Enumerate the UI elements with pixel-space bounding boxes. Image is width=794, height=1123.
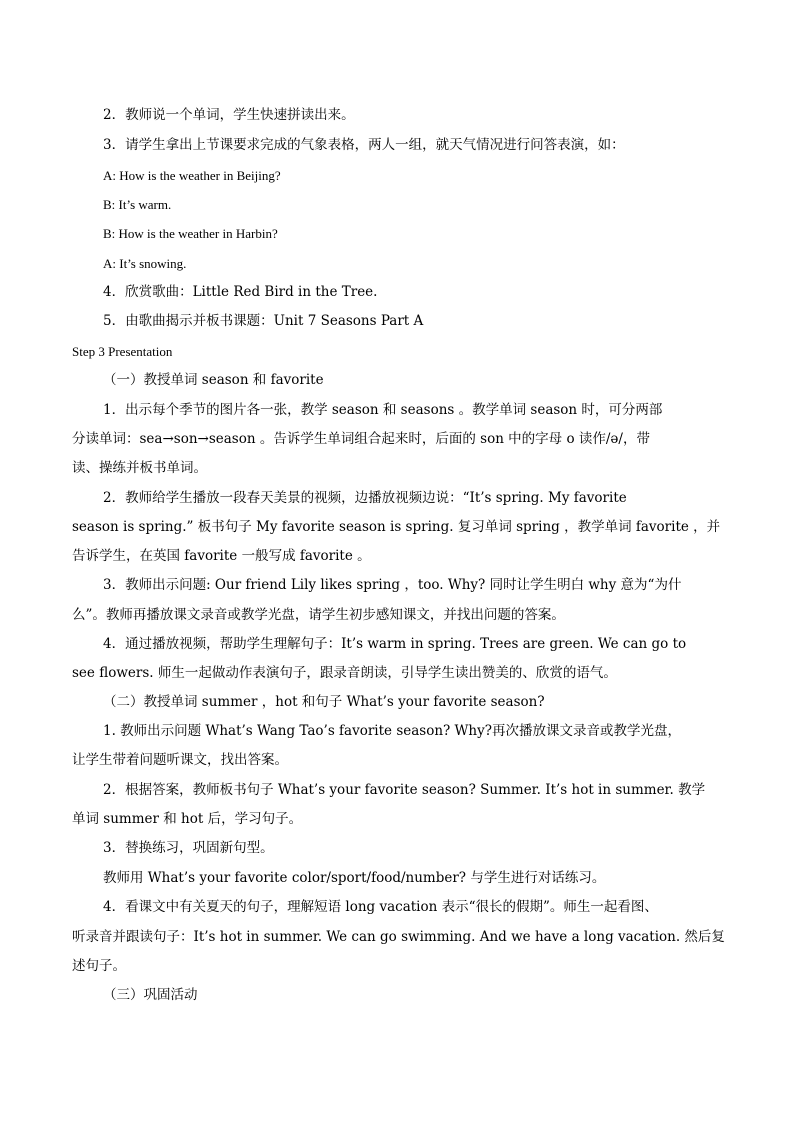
text-line: 1. 教师出示问题 What’s Wang Tao’s favorite season? Why?再次播放课文录音或教学光盘， (103, 723, 681, 739)
text-line: A: How is the weather in Beijing? (103, 168, 281, 183)
text-line: 读、操练并板书单词。 (72, 460, 207, 476)
text-line: 2．根据答案，教师板书句子 What’s your favorite season? Summer. It’s hot in summer. 教学 (103, 782, 706, 798)
text-line: 5．由歌曲揭示并板书课题：Unit 7 Seasons Part A (103, 313, 424, 329)
subsection-heading: （三）巩固活动 (103, 987, 198, 1003)
text-line: 让学生带着问题听课文，找出答案。 (72, 752, 288, 768)
text-line: see flowers. 师生一起做动作表演句子，跟录音朗读，引导学生读出赞美的、欣赏的语气。 (72, 665, 617, 681)
text-line: 么”。教师再播放课文录音或教学光盘，请学生初步感知课文，并找出问题的答案。 (72, 607, 565, 623)
text-line: 4．通过播放视频，帮助学生理解句子：It’s warm in spring. Trees are green. We can go to (103, 636, 687, 652)
text-line: B: How is the weather in Harbin? (103, 226, 278, 241)
text-line: 听录音并跟读句子：It’s hot in summer. We can go swimming. And we have a long vacation. 然后复 (72, 929, 725, 945)
text-line: 3．教师出示问题: Our friend Lily likes spring ，too. Why? 同时让学生明白 why 意为“为什 (103, 577, 682, 593)
text-line: 4．欣赏歌曲：Little Red Bird in the Tree. (103, 284, 378, 300)
text-line: 分读单词：sea→son→season 。告诉学生单词组合起来时，后面的 son 中的字母 o 读作/ə/，带 (72, 431, 650, 447)
section-heading: Step 3 Presentation (72, 344, 173, 359)
text-line: 2．教师说一个单词，学生快速拼读出来。 (103, 107, 355, 123)
subsection-heading: （二）教授单词 summer ，hot 和句子 What’s your favorite season? (103, 694, 545, 710)
text-line: A: It’s snowing. (103, 256, 187, 271)
text-line: 3．请学生拿出上节课要求完成的气象表格，两人一组，就天气情况进行问答表演，如： (103, 137, 625, 153)
text-line: 述句子。 (72, 958, 126, 974)
text-line: 2．教师给学生播放一段春天美景的视频，边播放视频边说：“It’s spring. My favorite (103, 490, 627, 506)
text-line: 单词 summer 和 hot 后，学习句子。 (72, 811, 303, 827)
text-line: 告诉学生，在英国 favorite 一般写成 favorite 。 (72, 548, 371, 564)
text-line: 1．出示每个季节的图片各一张，教学 season 和 seasons 。教学单词 season 时，可分两部 (103, 402, 663, 418)
text-line: 4．看课文中有关夏天的句子，理解短语 long vacation 表示“很长的假期”。师生一起看图、 (103, 899, 658, 915)
text-line: B: It’s warm. (103, 197, 172, 212)
subsection-heading: （一）教授单词 season 和 favorite (103, 372, 324, 388)
text-line: season is spring.” 板书句子 My favorite season is spring. 复习单词 spring ，教学单词 favorite ，并 (72, 519, 721, 535)
text-line: 教师用 What’s your favorite color/sport/food/number? 与学生进行对话练习。 (103, 870, 606, 886)
text-line: 3．替换练习，巩固新句型。 (103, 840, 274, 856)
